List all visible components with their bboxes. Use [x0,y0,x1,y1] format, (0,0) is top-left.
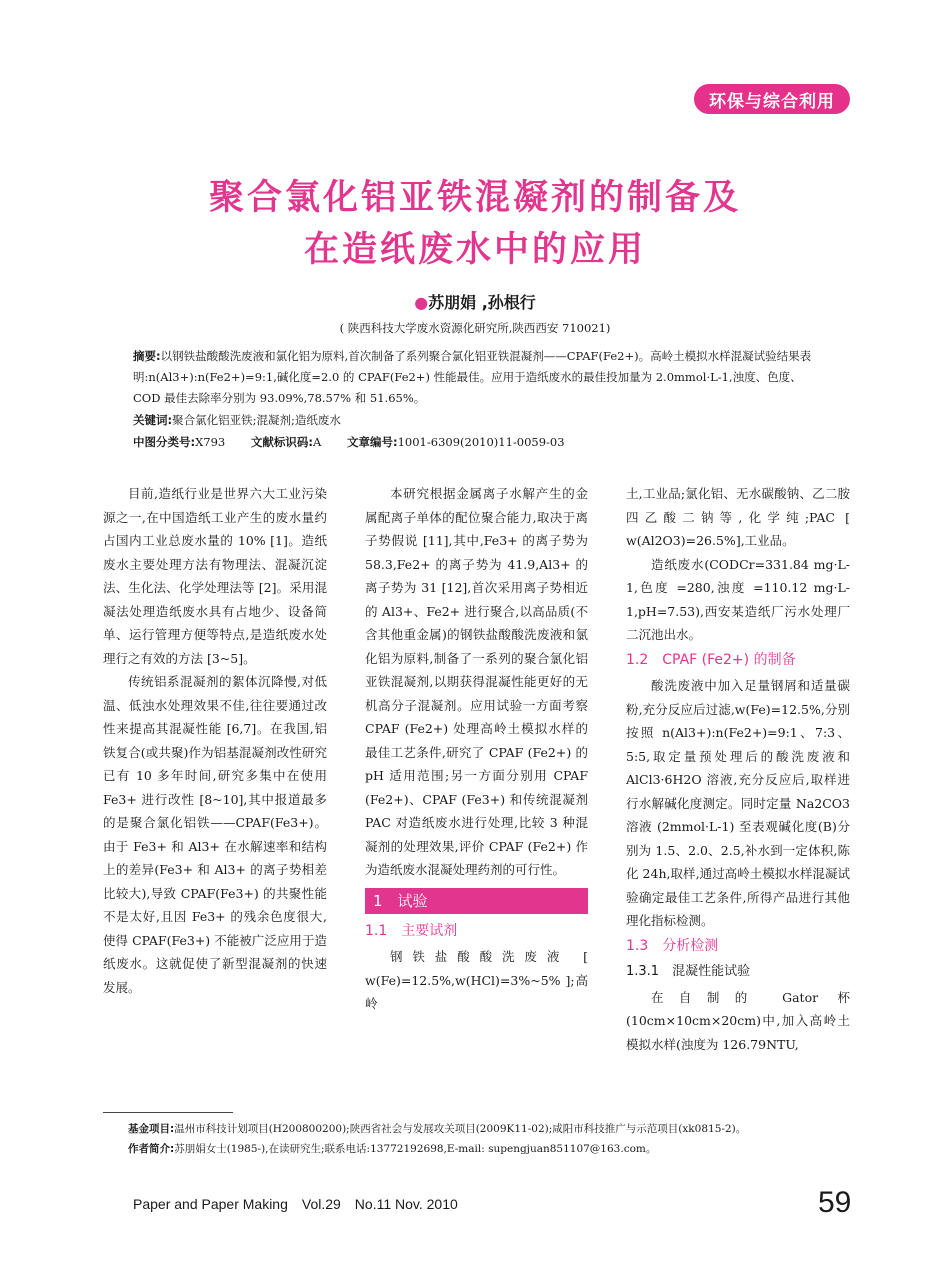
footnote-funding [128,1120,746,1138]
footnote-divider [103,1112,233,1113]
classification [133,432,833,453]
author-bio-label: 作者简介: [128,1143,175,1155]
author-names: 苏朋娟 ,孙根行 [428,293,536,312]
article-title-line1: 聚合氯化铝亚铁混凝剂的制备及 [208,177,741,218]
keywords-text: 聚合氯化铝亚铁;混凝剂;造纸废水 [172,413,341,427]
keywords-label: 关键词: [133,413,173,427]
footnote-author [128,1140,656,1158]
section-heading-1-1: 1.1 主要试剂 [365,922,458,939]
article-no-label: 文章编号: [346,435,398,449]
keywords [133,410,823,431]
section-heading-1-3: 1.3 分析检测 [626,937,719,954]
paragraph: 在自制的 Gator 杯(10cm×10cm×20cm)中,加入高岭土模拟水样(浊度为 126.79NTU, [626,989,850,1052]
paragraph: 酸洗废液中加入足量钢屑和适量碳粉,充分反应后过滤,w(Fe)=12.5%,分别按照 n(Al3+):n(Fe2+)=9:1、7:3、5:5,取定量预处理后的酸洗废液和 AlCl3·6H2O 溶液,充分反应后,取样进行水解碱化度测定。同时定量 Na2CO3 溶液 (2mmol·L-1) 至表观碱化度(B)分别为 1.5、2.0、2.5,补水到一定体积,陈化 24h,取样,通过高岭土模拟水样混凝试验确定最佳工艺条件,所得产品进行其他理化指标检测。 [626,678,850,928]
section-badge: 环保与综合利用 [694,84,850,114]
body-column-1 [103,482,327,999]
clc-value: X793 [195,435,226,449]
article-title-line2: 在造纸废水中的应用 [303,229,646,270]
paragraph: 造纸废水(CODCr=331.84 mg·L-1,色度 =280,浊度 =110.12 mg·L-1,pH=7.53),西安某造纸厂污水处理厂二沉池出水。 [626,556,850,642]
abstract-label: 摘要: [133,349,161,363]
paragraph: 钢铁盐酸酸洗废液 [ w(Fe)=12.5%,w(HCl)=3%~5% ];高岭 [365,949,588,1011]
authors [0,290,950,313]
abstract-text: 以钢铁盐酸酸洗废液和氯化铝为原料,首次制备了系列聚合氯化铝亚铁混凝剂——CPAF(Fe2+)。高岭土模拟水样混凝试验结果表明:n(Al3+):n(Fe2+)=9:1,碱化度=2.0 的 CPAF(Fe2+) 性能最佳。应用于造纸废水的最佳投加量为 2.0mmol·L-1,浊度、色度、COD 最佳去除率分别为 93.09%,78.57% 和 51.65%。 [133,349,812,405]
section-heading-1: 1 试验 [365,888,588,914]
bullet-icon: ● [414,293,429,312]
abstract [133,346,823,409]
clc-label: 中图分类号: [133,435,196,449]
funding-label: 基金项目: [128,1123,175,1135]
body-column-2 [365,482,588,1016]
paragraph: 土,工业品;氯化铝、无水碳酸钠、乙二胺四乙酸二钠等,化学纯;PAC [ w(Al2O3)=26.5%],工业品。 [626,486,850,548]
funding-text: 温州市科技计划项目(H200800200);陕西省社会与发展攻关项目(2009K11-02);咸阳市科技推广与示范项目(xk0815-2)。 [174,1123,747,1135]
body-column-3 [626,482,850,1056]
paragraph: 传统铝系混凝剂的絮体沉降慢,对低温、低浊水处理效果不佳,往往要通过改性来提高其混凝性能 [6,7]。在我国,铝铁复合(或共聚)作为铝基混凝剂改性研究已有 10 多年时间,研究多集中在使用 Fe3+ 进行改性 [8~10],其中报道最多的是聚合氯化铝铁——CPAF(Fe3+)。由于 Fe3+ 和 Al3+ 在水解速率和结构上的差异(Fe3+ 和 Al3+ 的离子势相差比较大),导致 CPAF(Fe3+) 的共聚性能不是太好,且因 Fe3+ 的残余色度很大,使得 CPAF(Fe3+) 不能被广泛应用于造纸废水。这就促使了新型混凝剂的快速发展。 [103,674,327,995]
page-number: 59 [818,1186,852,1219]
affiliation: ( 陕西科技大学废水资源化研究所,陕西西安 710021) [339,321,611,335]
article-no-value: 1001-6309(2010)11-0059-03 [397,435,565,449]
author-bio-text: 苏朋娟女士(1985-),在读研究生;联系电话:13772192698,E-mail: supengjuan851107@163.com。 [174,1143,657,1155]
section-heading-1-2: 1.2 CPAF (Fe2+) 的制备 [626,651,796,668]
section-heading-1-3-1: 1.3.1 混凝性能试验 [626,964,751,979]
journal-footer: Paper and Paper Making Vol.29 No.11 Nov. 2010 [133,1196,458,1212]
doc-code-label: 文献标识码: [250,435,314,449]
paragraph: 目前,造纸行业是世界六大工业污染源之一,在中国造纸工业产生的废水量约占国内工业总废水量的 10% [1]。造纸废水主要处理方法有物理法、混凝沉淀法、生化法、化学处理法等 [2]。采用混凝法处理造纸废水具有占地少、设备简单、运行管理方便等特点,是造纸废水处理行之有效的方法 [3~5]。 [103,486,327,666]
paragraph: 本研究根据金属离子水解产生的金属配离子单体的配位聚合能力,取决于离子势假说 [11],其中,Fe3+ 的离子势为 58.3,Fe2+ 的离子势为 41.9,Al3+ 的离子势为 31 [12],首次采用离子势相近的 Al3+、Fe2+ 进行聚合,以高品质(不含其他重金属)的钢铁盐酸酸洗废液和氯化铝为原料,制备了一系列的聚合氯化铝亚铁混凝剂,以期获得混凝性能更好的无机高分子混凝剂。应用试验一方面考察 CPAF (Fe2+) 处理高岭土模拟水样的最佳工艺条件,研究了 CPAF (Fe2+) 的 pH 适用范围;另一方面分别用 CPAF (Fe2+)、CPAF (Fe3+) 和传统混凝剂 PAC 对造纸废水进行处理,比较 3 种混凝剂的处理效果,评价 CPAF (Fe2+) 作为造纸废水混凝处理药剂的可行性。 [365,486,588,877]
doc-code-value: A [313,435,322,449]
